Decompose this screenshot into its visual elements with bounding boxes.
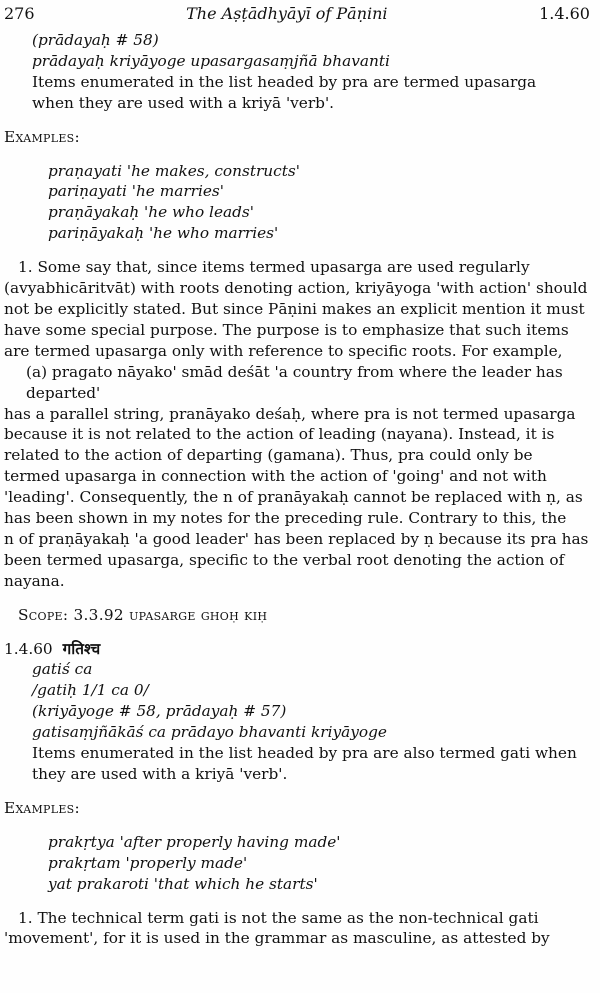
example-item: pariṇāyakaḥ 'he who marries'	[48, 224, 279, 243]
translation-line: they are used with a kriyā 'verb'.	[32, 765, 288, 783]
example-item: yat prakaroti 'that which he starts'	[48, 874, 318, 893]
note-line: 'movement', for it is used in the grammar as masculine, as attested by	[4, 929, 550, 948]
note-line: 1. The technical term gati is not the same as the non-technical gati	[18, 908, 539, 927]
vrtti-line: gatisaṃjñākāś ca prādayo bhavanti kriyāyoge	[32, 723, 387, 742]
note-line: been termed upasarga, specific to the verbal root denoting the action of	[4, 550, 565, 569]
examples-label: Examples:	[4, 798, 80, 817]
rule-number: 1.4.60	[4, 639, 53, 658]
note-line: nayana.	[4, 571, 65, 590]
running-header	[4, 4, 590, 30]
translation-line: Items enumerated in the list headed by pra are termed upasarga	[32, 72, 537, 91]
anuvrtti-line: (prādayaḥ # 58)	[32, 31, 159, 49]
note-line: not be explicitly stated. But since Pāṇini makes an explicit mention it must	[4, 299, 585, 318]
page-number: 276	[4, 4, 35, 23]
translation-line: when they are used with a kriyā 'verb'.	[32, 93, 335, 112]
commentary-note-2	[4, 908, 590, 950]
sutra-analysis: /gatiḥ 1/1 ca 0/	[32, 681, 149, 700]
devanagari-sutra: गतिश्च	[62, 639, 101, 658]
note-line: are termed upasarga only with reference to specific roots. For example,	[4, 341, 563, 360]
commentary-note-1	[4, 257, 590, 592]
vrtti-line: prādayaḥ kriyāyoge upasargasaṃjñā bhavanti	[32, 51, 390, 70]
example-item: praṇayati 'he makes, constructs'	[48, 161, 300, 180]
note-example-line: (a) pragato nāyako' smād deśāt 'a country from where the leader has	[26, 362, 563, 381]
anuvrtti-line: (kriyāyoge # 58, prādayaḥ # 57)	[32, 702, 287, 721]
example-item: praṇāyakaḥ 'he who leads'	[48, 203, 254, 222]
examples-list-1	[4, 161, 590, 245]
note-example-line: departed'	[26, 383, 101, 402]
note-line: have some special purpose. The purpose is to emphasize that such items	[4, 320, 569, 339]
note-line: (avyabhicāritvāt) with roots denoting action, kriyāyoga 'with action' should	[4, 279, 588, 298]
note-line: related to the action of departing (gamana). Thus, pra could only be	[4, 446, 533, 465]
rule-heading	[4, 639, 590, 660]
sutra-transliteration: gatiś ca	[32, 660, 93, 679]
examples-label: Examples:	[4, 127, 80, 146]
example-item: prakṛtam 'properly made'	[48, 853, 248, 872]
header-rule-number: 1.4.60	[539, 4, 590, 23]
book-title: The Aṣṭādhyāyī of Pāṇini	[186, 4, 388, 23]
note-line: n of praṇāyakaḥ 'a good leader' has been replaced by ṇ because its pra has	[4, 529, 589, 548]
translation-line: Items enumerated in the list headed by pra are also termed gati when	[32, 744, 577, 763]
rule-block-1	[4, 30, 590, 114]
note-line: termed upasarga in connection with the action of 'going' and not with	[4, 467, 547, 486]
scope-line: Scope: 3.3.92 upasarge ghoḥ kiḥ	[18, 605, 268, 624]
note-line: has been shown in my notes for the preceding rule. Contrary to this, the	[4, 509, 567, 528]
examples-list-2	[4, 832, 590, 895]
note-line: 1. Some say that, since items termed upasarga are used regularly	[18, 258, 530, 277]
example-item: prakṛtya 'after properly having made'	[48, 832, 341, 851]
note-line: has a parallel string, pranāyako deśaḥ, where pra is not termed upasarga	[4, 404, 576, 423]
note-line: 'leading'. Consequently, the n of pranāyakaḥ cannot be replaced with ṇ, as	[4, 488, 583, 507]
example-item: pariṇayati 'he marries'	[48, 182, 224, 201]
note-line: because it is not related to the action of leading (nayana). Instead, it is	[4, 425, 555, 444]
rule-block-2	[4, 659, 590, 784]
